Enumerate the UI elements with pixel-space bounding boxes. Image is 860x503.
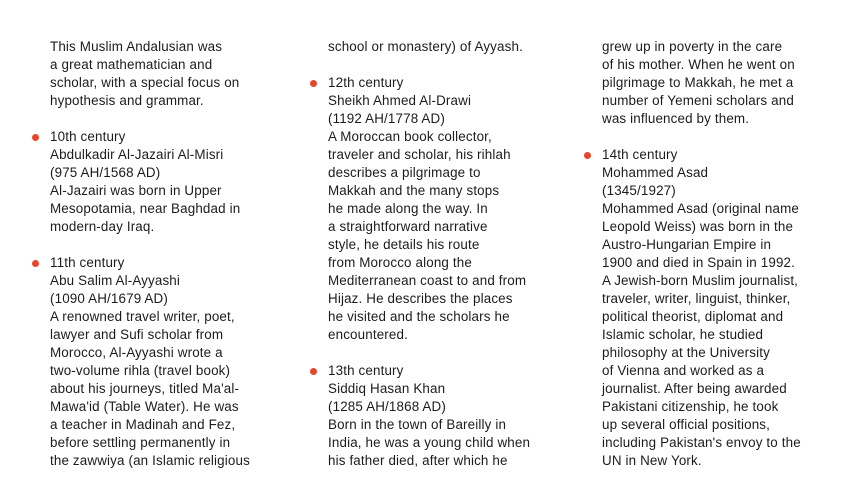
- text-line: pilgrimage to Makkah, he met a: [602, 75, 794, 90]
- timeline-entry: [328, 362, 568, 470]
- text-line: Abdulkadir Al-Jazairi Al-Misri: [50, 147, 224, 162]
- text-line: including Pakistan's envoy to the: [602, 435, 801, 450]
- text-line: traveler, writer, linguist, thinker,: [602, 291, 791, 306]
- text-line: encountered.: [328, 327, 408, 342]
- text-line: number of Yemeni scholars and: [602, 93, 794, 108]
- text-line: 11th century: [50, 255, 125, 270]
- text-line: he made along the way. In: [328, 201, 488, 216]
- text-line: a teacher in Madinah and Fez,: [50, 417, 236, 432]
- text-line: Born in the town of Bareilly in: [328, 417, 507, 432]
- text-line: modern-day Iraq.: [50, 219, 155, 234]
- text-line: a great mathematician and: [50, 57, 213, 72]
- timeline-entry: [602, 146, 847, 470]
- text-line: Mohammed Asad (original name: [602, 201, 799, 216]
- text-paragraph: [602, 38, 847, 128]
- text-column-2: [328, 38, 568, 488]
- text-line: UN in New York.: [602, 453, 702, 468]
- timeline-entry: [328, 74, 568, 344]
- text-line: political theorist, diplomat and: [602, 309, 784, 324]
- text-line: Makkah and the many stops: [328, 183, 500, 198]
- text-line: up several official positions,: [602, 417, 771, 432]
- text-line: was influenced by them.: [602, 111, 750, 126]
- text-line: 14th century: [602, 147, 678, 162]
- text-line: Mawa'id (Table Water). He was: [50, 399, 239, 414]
- text-line: hypothesis and grammar.: [50, 93, 204, 108]
- text-line: Islamic scholar, he studied: [602, 327, 764, 342]
- timeline-entry: [50, 254, 290, 470]
- text-line: Al-Jazairi was born in Upper: [50, 183, 222, 198]
- text-paragraph: [50, 38, 290, 110]
- text-line: grew up in poverty in the care: [602, 39, 783, 54]
- text-column-1: [50, 38, 290, 488]
- text-column-3: [602, 38, 847, 488]
- text-paragraph: [328, 38, 568, 56]
- text-line: (975 AH/1568 AD): [50, 165, 161, 180]
- bullet-dot-icon: [32, 134, 39, 141]
- text-line: Mesopotamia, near Baghdad in: [50, 201, 241, 216]
- text-line: he visited and the scholars he: [328, 309, 510, 324]
- text-line: journalist. After being awarded: [602, 381, 787, 396]
- text-line: school or monastery) of Ayyash.: [328, 39, 523, 54]
- timeline-entry: [50, 128, 290, 236]
- text-line: (1285 AH/1868 AD): [328, 399, 446, 414]
- text-line: the zawwiya (an Islamic religious: [50, 453, 250, 468]
- bullet-dot-icon: [310, 368, 317, 375]
- bullet-dot-icon: [310, 80, 317, 87]
- text-line: India, he was a young child when: [328, 435, 531, 450]
- text-line: Austro-Hungarian Empire in: [602, 237, 772, 252]
- text-line: Morocco, Al-Ayyashi wrote a: [50, 345, 223, 360]
- text-line: traveler and scholar, his rihlah: [328, 147, 511, 162]
- text-line: Abu Salim Al-Ayyashi: [50, 273, 181, 288]
- text-line: Mediterranean coast to and from: [328, 273, 527, 288]
- text-line: A Moroccan book collector,: [328, 129, 492, 144]
- text-line: Siddiq Hasan Khan: [328, 381, 446, 396]
- text-line: about his journeys, titled Ma'al-: [50, 381, 240, 396]
- text-line: philosophy at the University: [602, 345, 770, 360]
- text-line: (1345/1927): [602, 183, 676, 198]
- text-line: of Vienna and worked as a: [602, 363, 765, 378]
- text-line: 13th century: [328, 363, 404, 378]
- text-line: Pakistani citizenship, he took: [602, 399, 779, 414]
- text-line: (1192 AH/1778 AD): [328, 111, 445, 126]
- text-line: from Morocco along the: [328, 255, 472, 270]
- text-line: his father died, after which he: [328, 453, 508, 468]
- text-line: scholar, with a special focus on: [50, 75, 240, 90]
- bullet-dot-icon: [584, 152, 591, 159]
- text-line: A renowned travel writer, poet,: [50, 309, 235, 324]
- text-line: before settling permanently in: [50, 435, 231, 450]
- text-line: Hijaz. He describes the places: [328, 291, 513, 306]
- text-line: A Jewish-born Muslim journalist,: [602, 273, 799, 288]
- text-line: 1900 and died in Spain in 1992.: [602, 255, 796, 270]
- text-line: style, he details his route: [328, 237, 480, 252]
- text-line: of his mother. When he went on: [602, 57, 795, 72]
- text-line: describes a pilgrimage to: [328, 165, 481, 180]
- text-line: This Muslim Andalusian was: [50, 39, 223, 54]
- text-line: (1090 AH/1679 AD): [50, 291, 168, 306]
- text-line: 10th century: [50, 129, 126, 144]
- text-line: Sheikh Ahmed Al-Drawi: [328, 93, 472, 108]
- bullet-dot-icon: [32, 260, 39, 267]
- text-line: two-volume rihla (travel book): [50, 363, 231, 378]
- text-line: Mohammed Asad: [602, 165, 709, 180]
- text-line: 12th century: [328, 75, 404, 90]
- text-line: Leopold Weiss) was born in the: [602, 219, 794, 234]
- text-line: a straightforward narrative: [328, 219, 488, 234]
- text-line: lawyer and Sufi scholar from: [50, 327, 224, 342]
